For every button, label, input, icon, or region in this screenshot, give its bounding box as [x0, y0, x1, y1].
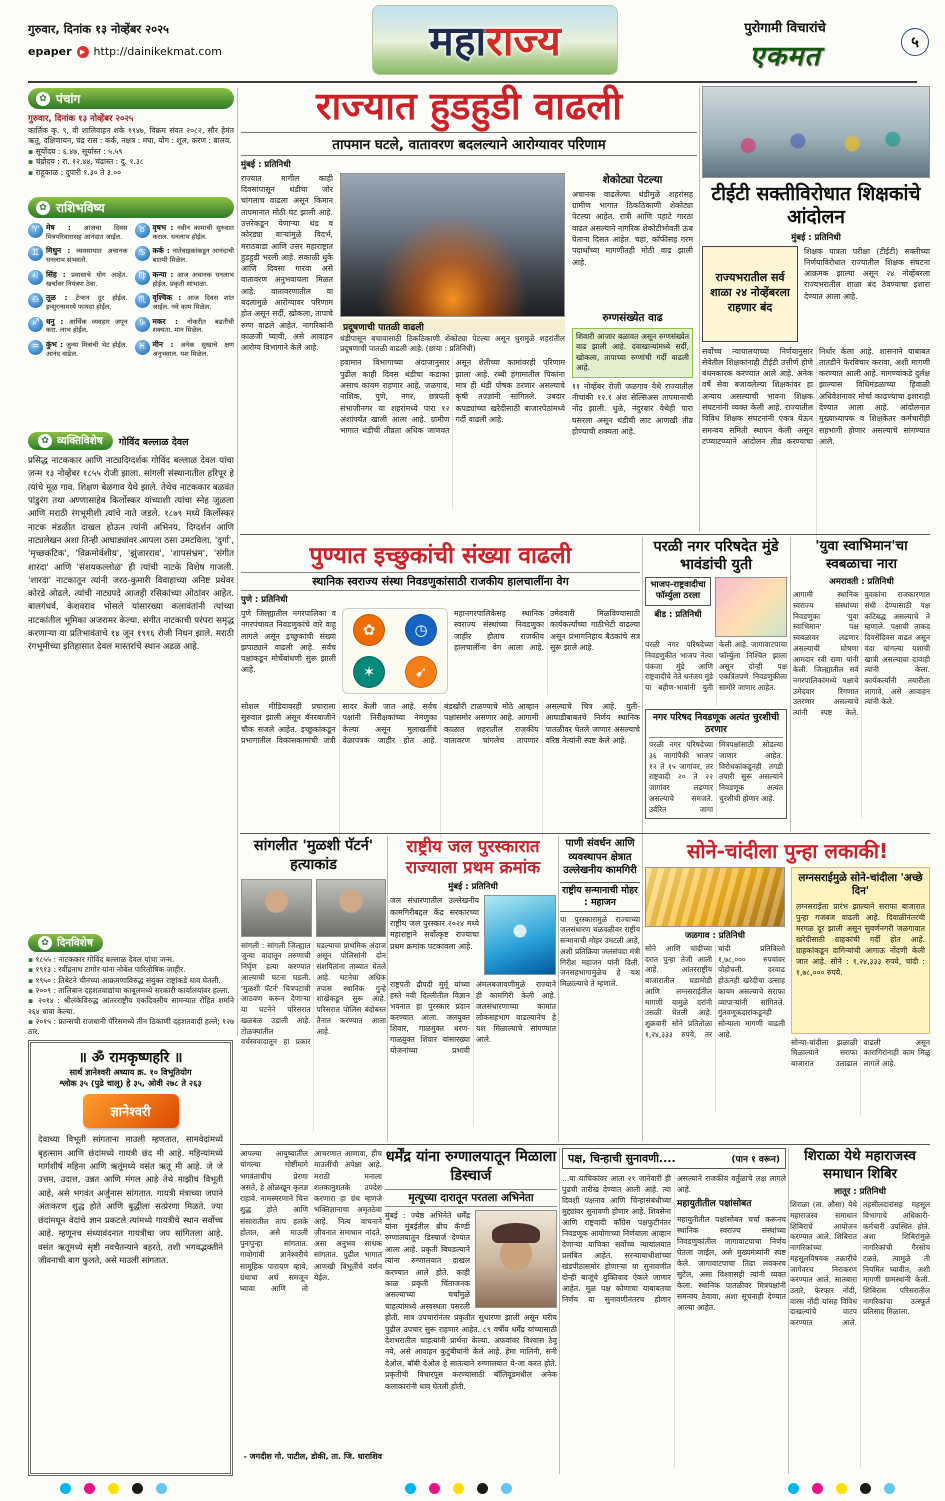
tagline: पुरोगामी विचारांचे — [744, 21, 826, 36]
gold-byline: जळगाव : प्रतिनिधी — [684, 931, 746, 941]
horoscope-item — [28, 317, 128, 335]
suspect-photo-2 — [316, 879, 387, 937]
zodiac-name: मेष : — [46, 223, 71, 232]
cold-subarticle2-body: ११ नोव्हेंबर रोजी जळगाव येथे राज्यातील नीचांकी १२.१ अंश सेल्सिअस तापमानाची नोंद झाली. धुळे, नंदुरबार येथेही पारा घसरला असून थंडीची लाट आणखी तीव्र होण्याची शक्यता आहे. — [572, 381, 693, 436]
masthead-part1: महा — [429, 17, 487, 65]
continuation-body-wrap — [562, 1173, 786, 1468]
zodiac-name: वृश्चिक : — [152, 293, 182, 303]
horoscope-item — [135, 270, 235, 288]
page-number: ५ — [901, 28, 929, 56]
water-headline: राष्ट्रीय जल पुरस्कारात राज्याला प्रथम क्रमांक — [405, 837, 541, 878]
black-dot-icon — [132, 1483, 143, 1494]
horoscope-item — [135, 340, 235, 358]
horoscope-item — [28, 270, 128, 288]
cold-subarticle1-title: शेकोट्या पेटल्या — [602, 173, 663, 186]
cyan-dot-icon — [60, 1483, 71, 1494]
tet-headline: टीईटी सक्तीविरोधात शिक्षकांचे आंदोलन — [711, 183, 921, 228]
article-shirala-camp — [790, 1148, 930, 1475]
gold-body2: सोन्या-चांदीला झळाळी मिळाल्याने सराफा बाजारात उलाढाल वाढली असून कारागिरांनाही काम मिळू लागले आहे. — [791, 1037, 930, 1069]
gold-highlight-body: लग्नसराईला प्रारंभ झाल्याने सराफा बाजारात पुन्हा गजबज वाढली आहे. दिवाळीनंतरची मरगळ दूर झाली असून सुवर्णनगरी जळगावात खरेदीसाठी ग्राहकांची गर्दी होत आहे. ग्राहकांकडून दागिन्यांची आगाऊ नोंदणी केली जात आहे. सोने : १,२४,३३३ रुपये, चांदी : १,७८,००० रुपये. — [796, 901, 925, 977]
gold-body: सोने आणि चांदीच्या दरात पुन्हा तेजी आली आहे. आंतरराष्ट्रीय बाजारातील घडामोडी आणि लग्नसराईतील मागणी यामुळे दरांनी उसळी घेतली आहे. शुक्रवारी सोने प्रतितोळा १,२४,३३३ रुपये, तर चांदी प्रतिकिलो १,७८,००० रुपयांवर पोहोचली. दरवाढ होऊनही खरेदीचा उत्साह कायम असल्याचे सराफा व्यापाऱ्यांनी सांगितले. गुंतवणूकदारांकडूनही सोन्याला मागणी वाढली आहे. — [645, 944, 785, 1039]
water-tap-photo — [484, 895, 556, 975]
magenta-dot-icon — [812, 1483, 823, 1494]
zodiac-icon: ♑ — [135, 317, 150, 332]
article-dharmendra — [385, 1148, 557, 1475]
spiritual-continuation — [240, 1148, 382, 1475]
zodiac-name: वृषभ : — [152, 223, 174, 232]
masthead — [372, 5, 618, 75]
column-rule — [387, 836, 388, 1142]
parli-headline: परळी नगर परिषदेत मुंडे भावंडांची युती — [653, 539, 779, 574]
person-name: गोविंद बल्लाळ देवल — [118, 436, 189, 448]
pune-body-col1: पुणे जिल्ह्यातील नगरपालिका व नगरपंचायत निवडणुकांचे वारे वाहू लागले असून इच्छुकांची संख्या झपाट्याने वाढली आहे. सर्वच पक्षांकडून मोर्चेबांधणी सुरू झाली आहे. — [241, 609, 336, 675]
zodiac-icon: ♉ — [135, 223, 150, 238]
day-special-section — [28, 934, 235, 1037]
parli-subbox-body: परळी नगर परिषदेच्या ३६ जागांपैकी भाजप १२ ते १५ जागांवर, तर राष्ट्रवादी २० ते २२ जागांवर लढणार असल्याचे समजते. उर्वरित जागा मित्रपक्षांसाठी सोडल्या जाणार आहेत. विरोधकांकडूनही तगडी तयारी सुरू असल्याने निवडणूक अत्यंत चुरशीची होणार आहे. — [649, 740, 783, 814]
column-rule — [237, 88, 238, 1036]
cyan-light-dot-icon — [884, 1483, 895, 1494]
zodiac-icon: ♐ — [28, 317, 43, 332]
parli-body: परळी नगर परिषदेच्या निवडणुकीत भाजप नेत्या पंकजा मुंडे आणि राष्ट्रवादीचे नेते धनंजय मुंडे या बहीण-भावांनी युती केली आहे. जागावाटपाचा फॉर्म्युला निश्चित झाला असून दोन्ही पक्ष एकत्रितपणे निवडणुकीला सामोरे जाणार आहेत. — [645, 640, 787, 693]
column-rule — [642, 537, 643, 1141]
edition-date: गुरुवार, दिनांक १३ नोव्हेंबर २०२५ — [28, 22, 170, 36]
zodiac-text: प्रवासाचे योग आहेत. खर्चावर नियंत्रण ठेवा. — [46, 270, 128, 288]
continuation-title: पक्ष, चिन्हाची सुनावणी.... — [568, 1152, 676, 1165]
horoscope-item — [28, 340, 128, 358]
person-bio: प्रसिद्ध नाटककार आणि नाट्यदिग्दर्शक गोविंद बल्लाळ देवल यांचा जन्म १३ नोव्हेंबर १८५५ रोजी झाला. सांगली संस्थानातील हरिपूर हे त्यांचे मूळ गाव. शिक्षण बेळगाव येथे झाले. तेथेच नाटककार बळवंत पांडुरंग तथा अण्णासाहेब किर्लोस्कर यांच्याशी त्यांचा स्नेह जुळला आणि मराठी रंगभूमीशी त्यांचे नाते जडले. १८७९ मध्ये किर्लोस्कर नाटक मंडळीत दाखल होऊन त्यांनी अभिनय, दिग्दर्शन आणि नाट्यलेखन अशा तिन्ही आघाड्यांवर आपला ठसा उमटविला. 'दुर्गा', 'मृच्छकटिक', 'विक्रमोर्वशीय', 'झुंजारराव', 'शापसंभ्रम', 'संगीत शारदा' आणि 'संशयकल्लोळ' ही त्यांची नाटके विशेष गाजली. 'शारदा' नाटकातून त्यांनी जरठ-कुमारी विवाहाच्या अनिष्ट प्रथेवर कोरडे ओढले. त्यांची नाट्यपदे आजही रसिकांच्या ओठांवर आहेत. बालगंधर्व, केशवराव भोसले यांसारख्या कलावंतांनी त्यांच्या नाटकांतील भूमिका अजरामर केल्या. संगीत नाटकाची परंपरा समृद्ध करणाऱ्या या प्रतिभावंताचे १४ जून १९१६ रोजी निधन झाले. मराठी रंगभूमीच्या इतिहासात देवल मास्तरांचे स्थान अढळ आहे. — [28, 456, 234, 653]
shirala-byline: लातूर : प्रतिनिधी — [834, 1187, 886, 1198]
panchang-detail: कार्तिक कृ. ९, वी शालिवाहन शके १९४७, विक्रम संवत २०८२, सौर हेमंत ऋतू, दक्षिणायन, चंद्र रास : कर्क, नक्षत्र : मघा, योग : शूल, करण : बालव. — [28, 126, 234, 146]
pune-headline: पुण्यात इच्छुकांची संख्या वाढली — [309, 543, 572, 569]
panchang-item: ▪ राहूकाळ : दुपारी १.३० ते ३.०० — [28, 168, 234, 179]
water-side-box-body: या पुरस्कारामुळे राज्याच्या जलसंधारण चळवळीवर राष्ट्रीय सन्मानाची मोहर उमटली आहे, अशी प्रतिक्रिया जलसंपदा मंत्री गिरीश महाजन यांनी दिली. जनसहभागामुळेच हे यश मिळाल्याचे ते म्हणाले. — [560, 914, 640, 989]
cold-subarticle1-body: अचानक वाढलेल्या थंडीमुळे शहरांसह ग्रामीण भागात ठिकठिकाणी शेकोट्या पेटल्या आहेत. रात्री आणि पहाटे गारठा वाढत असल्याने नागरिक शेकोटीभोवती ऊब घेताना दिसत आहेत. चहा, कॉफीसह गरम पदार्थांच्या मागणीतही मोठी वाढ झाली आहे. — [572, 189, 693, 267]
article-continuation — [562, 1148, 786, 1475]
day-special-header — [28, 934, 103, 952]
cold-subarticle2-title: रुग्णसंख्येत वाढ — [602, 311, 663, 324]
cold-body-col1: राज्यात मागील काही दिवसांपासून थंडीचा जोर चांगलाच वाढला असून किमान तापमानात मोठी घट झाली आहे. उत्तरेकडून येणाऱ्या थंड व कोरड्या वाऱ्यांमुळे विदर्भ, मराठवाडा आणि उत्तर महाराष्ट्रात हुडहुडी भरली आहे. सकाळी धुके आणि दिवसा गारवा असे वातावरण अनुभवायला मिळत आहे. वातावरणातील या बदलामुळे आरोग्यावर परिणाम होत असून सर्दी, खोकला, तापाचे रुग्ण वाढले आहेत. नागरिकांनी काळजी घ्यावी, असे आवाहन आरोग्य विभागाने केले आहे. — [241, 173, 333, 353]
panchang-date: गुरुवार, दिनांक १३ नोव्हेंबर २०२५ — [28, 114, 134, 124]
dharmendra-photo — [475, 1210, 557, 1308]
photo-caption-title: प्रदूषणाची पातळी वाढली — [340, 319, 565, 334]
yuva-body: आगामी स्थानिक स्वराज्य संस्थांच्या निवडणुका 'युवा स्वाभिमान' पक्ष स्वबळावर लढणार असल्याची घोषणा आमदार रवी राणा यांनी केली. जिल्ह्यातील सर्व नगरपालिकांमध्ये पक्षाचे उमेदवार रिंगणात उतरणार असल्याचे त्यांनी स्पष्ट केले. युवकांना राजकारणात संधी देण्यासाठी पक्ष कटिबद्ध असल्याचे ते म्हणाले. पक्षाची ताकद दिवसेंदिवस वाढत असून यंदा चांगल्या यशाची खात्री असल्याचा दावाही त्यांनी केला. कार्यकर्त्यांनी तयारीला लागावे, असे आवाहन त्यांनी केले. — [793, 590, 930, 718]
dnyaneshwari-logo: ज्ञानेश्वरी — [83, 1094, 179, 1128]
panchang-list — [28, 147, 234, 179]
gold-highlight-title: लग्नसराईमुळे सोने-चांदीला 'अच्छे दिन' — [798, 872, 923, 898]
column-rule — [790, 537, 791, 832]
dharmendra-subhead: मृत्यूच्या दारातून परतला अभिनेता — [385, 1189, 557, 1207]
zodiac-icon: ♊ — [28, 246, 43, 261]
zodiac-name: कर्क : — [152, 246, 170, 256]
day-special-item: ▪ १९१३ : रवींद्रनाथ टागोर यांना नोबेल पारितोषिक जाहीर. — [28, 965, 234, 975]
suspect-photo-1 — [241, 879, 312, 937]
parli-subbox — [645, 709, 787, 819]
zodiac-name: कुंभ : — [46, 340, 64, 350]
tet-body: सर्वोच्च न्यायालयाच्या निर्णयानुसार सेवेतील शिक्षकांनाही टीईटी उत्तीर्ण होणे बंधनकारक करण्यात आले आहे. अनेक वर्षे सेवा बजावलेल्या शिक्षकांवर हा अन्याय असल्याची भावना शिक्षक संघटनांनी व्यक्त केली आहे. राज्यातील विविध शिक्षक संघटनांनी एकत्र येऊन समन्वय समिती स्थापन केली असून टप्प्याटप्प्याने आंदोलन तीव्र करण्याचा निर्धार केला आहे. शासनाने याबाबत तातडीने फेरविचार करावा, अशी मागणी करण्यात आली आहे. मागण्यांकडे दुर्लक्ष झाल्यास विधिमंडळाच्या हिवाळी अधिवेशनावर मोर्चा काढण्याचा इशाराही देण्यात आला आहे. आंदोलनात मुख्याध्यापक व शिक्षकेतर कर्मचारीही सहभागी होणार असल्याचे सांगण्यात आले. — [702, 346, 930, 446]
panchang-header — [28, 88, 234, 109]
zodiac-text: नोकरीत बढतीची शक्यता. मान मिळेल. — [152, 317, 234, 335]
article-tet-protest — [702, 86, 930, 532]
masthead-part2: राज्य — [486, 17, 561, 65]
section-rule — [240, 1144, 930, 1145]
gold-headline: सोने-चांदीला पुन्हा लकाकी! — [686, 839, 889, 863]
spiritual-title: ॥ ॐ रामकृष्णहरि ॥ — [78, 1050, 183, 1066]
print-registration-marks — [60, 1483, 167, 1494]
horoscope-item — [135, 246, 235, 264]
munde-siblings-photo — [715, 577, 787, 637]
column-rule — [559, 1148, 560, 1474]
sangli-body: सांगली : सांगली जिल्ह्यात जुन्या वादातून तरुणाची निर्घृण हत्या करण्यात आल्याची घटना घडली. 'मुळशी पॅटर्न' चित्रपटाची आठवण करून देणाऱ्या या घटनेने परिसरात खळबळ उडाली आहे. टोळक्यांतील वर्चस्ववादातून हा प्रकार घडल्याचा प्राथमिक अंदाज असून पोलिसांनी दोन संशयितांना ताब्यात घेतले आहे. घटनेचा अधिक तपास स्थानिक गुन्हे शाखेकडून सुरू आहे. परिसरात पोलिस बंदोबस्त तैनात करण्यात आला आहे. — [241, 940, 386, 1047]
tet-byline: मुंबई : प्रतिनिधी — [791, 232, 841, 243]
zodiac-icon: ♍ — [135, 270, 150, 285]
shivsena-bow-icon: ➹ — [405, 656, 437, 688]
tet-highlight-box: राज्यभरातील सर्व शाळा २४ नोव्हेंबरला राहणार बंद — [702, 246, 798, 342]
cyan-light-dot-icon — [501, 1483, 512, 1494]
zodiac-text: व्यवसायात अचानक धनलाभ संभवतो. — [46, 247, 128, 265]
zodiac-name: मीन : — [152, 340, 174, 350]
flower-icon — [38, 936, 52, 950]
bjp-lotus-icon: ✿ — [353, 614, 385, 646]
day-special-item: ▪ १८५५ : नाटककार गोविंद बल्लाळ देवल यांचा जन्म. — [28, 955, 234, 965]
water-side-title: पाणी संवर्धन आणि व्यवस्थापन क्षेत्रात उल्लेखनीय कामगिरी — [563, 838, 637, 876]
black-dot-icon — [860, 1483, 871, 1494]
zodiac-text: आर्थिक व्यवहार जपून करा. लाभ होईल. — [46, 317, 128, 335]
water-byline: मुंबई : प्रतिनिधी — [448, 882, 498, 893]
spiritual-box — [28, 1040, 233, 1476]
column-rule — [558, 836, 559, 1142]
yellow-dot-icon — [453, 1483, 464, 1494]
epaper-url[interactable]: http://dainikekmat.com — [93, 45, 222, 58]
horoscope-item — [28, 246, 128, 264]
header-rule — [28, 81, 917, 83]
article-yuva-swabhiman — [793, 538, 930, 831]
panchang-item: ▪ सूर्योदय : ६.४७, सूर्यास्त : ५.५९ — [28, 147, 234, 158]
section-rule — [240, 534, 930, 535]
panchang-title: पंचांग — [56, 92, 81, 106]
gold-bars-photo — [645, 867, 785, 927]
horoscope-header — [28, 197, 234, 218]
person-special-header — [28, 432, 113, 450]
cold-subhead: तापमान घटले, वातावरण बदलल्याने आरोग्यावर परिणाम — [241, 132, 697, 156]
zodiac-icon: ♌ — [28, 270, 43, 285]
spiritual-body: देवाच्या विभूती सांगताना माउली म्हणतात, सामवेदांमध्ये बृहत्साम आणि छंदांमध्ये गायत्री छंद मी आहे. महिन्यांमध्ये मार्गशीर्ष महिना आणि ऋतूंमध्ये वसंत ऋतू मी आहे. जे जे उत्तम, उदात्त, उन्नत आणि मंगल आहे तेथे माझीच विभूती आहे, असे भगवंत अर्जुनास सांगतात. गायत्री मंत्राच्या जपाने अंतःकरण शुद्ध होते आणि बुद्धीला सत्प्रेरणा मिळते. ज्या छंदांमधून वेदांचे ज्ञान प्रकटले त्यांमध्ये गायत्रीचे स्थान सर्वोच्च आहे. म्हणूनच संध्यावंदनात गायत्रीचा जप सांगितला आहे. वसंत ऋतूमध्ये सृष्टी नवचैतन्याने बहरते, तशी भगवद्भक्तीने जीवनाची बाग फुलते, असे माउली सांगतात. — [38, 1134, 223, 1266]
zodiac-text: जुन्या मित्रांची भेट होईल. आनंद वाढेल. — [46, 341, 128, 358]
zodiac-text: आज अचानक धनलाभ होईल. प्रकृती सांभाळा. — [152, 270, 234, 288]
zodiac-name: मकर : — [152, 316, 179, 326]
continuation-header — [562, 1148, 786, 1169]
zodiac-icon: ♓ — [135, 340, 150, 355]
protest-march-photo — [702, 86, 930, 178]
zodiac-icon: ♎ — [28, 293, 43, 308]
horoscope-title: राशिभविष्य — [56, 201, 105, 215]
column-rule — [699, 88, 700, 532]
bonfire-photo — [340, 173, 565, 317]
flower-icon — [38, 434, 52, 448]
cyan-dot-icon — [405, 1483, 416, 1494]
horoscope-item — [135, 223, 235, 241]
cyan-light-dot-icon — [156, 1483, 167, 1494]
day-special-item: ▪ २०१४ : श्रीलंकेविरुद्ध आंतरराष्ट्रीय एकदिवसीय सामन्यात रोहित शर्माने २६४ धावा केल्या. — [28, 996, 234, 1017]
gold-highlight-box — [791, 867, 930, 1034]
zodiac-text: नवीन कामाची सुरुवात कराल. धनलाभ होईल. — [152, 224, 234, 241]
day-special-list — [28, 955, 234, 1038]
parli-kicker-box: भाजप-राष्ट्रवादीचा फॉर्म्युला ठरला — [645, 577, 711, 605]
epaper-arrow-icon — [77, 46, 89, 58]
zodiac-name: मिथुन : — [46, 246, 71, 256]
brand-logo: एकमत — [749, 41, 821, 72]
spiritual-signature: - जगदीश गो. पाटील, डोकी, ता. जि. धाराशिव — [243, 1452, 382, 1461]
cold-headline: राज्यात हुडहुडी वाढली — [316, 84, 622, 128]
magenta-dot-icon — [84, 1483, 95, 1494]
zodiac-name: कन्या : — [152, 269, 174, 279]
zodiac-name: तूळ : — [46, 293, 68, 303]
person-special-title: व्यक्तिविशेष — [57, 435, 103, 447]
flower-icon — [36, 92, 50, 106]
parli-subbox-title: नगर परिषद निवडणूक अत्यंत चुरशीची ठरणार — [649, 712, 783, 738]
article-gold-prices — [645, 837, 930, 1140]
zodiac-text: आज दिवस शांत जाईल. नवे काम मिळेल. — [152, 294, 234, 311]
zodiac-icon: ♈ — [28, 223, 43, 238]
yellow-dot-icon — [836, 1483, 847, 1494]
dharmendra-body-wrap — [385, 1210, 557, 1468]
spiritual-body2: आपल्या आयुष्यातील चांगल्या गोष्टींमागे भगवंताचीच प्रेरणा असते, हे ओळखून कृतज्ञ राहावे. नामस्मरणाने चित्त शुद्ध होते आणि संसारातील ताप हलके होतात, असे माउली पुनःपुन्हा सांगतात. गावोगावी ज्ञानेश्वरीचे सामूहिक पारायण व्हावे, ग्रंथाचा अर्थ समजून घ्यावा आणि तो आचरणात आणावा, हीच माउलींची अपेक्षा आहे. मराठी मनाला शतकानुशतके उपदेश करणारा हा ग्रंथ म्हणजे भक्तिज्ञानाचा अमृतठेवा आहे. नित्य वाचनाने जीवनात समाधान नांदते, असा अनुभव साधक सांगतात. पुढील भागात आणखी विभूतींचे वर्णन येईल. — [240, 1149, 382, 1293]
zodiac-text: आजचा दिवस मित्रपरिवारासह आनंदात जाईल. — [46, 224, 128, 241]
zodiac-text: टेन्शन दूर होईल. इन्शुरन्समध्ये फायदा होईल. — [46, 294, 128, 311]
zodiac-name: सिंह : — [46, 269, 66, 279]
shirala-body: शिराळा (ता. औसा) येथे महाराजस्व समाधान शिबिराचे आयोजन करण्यात आले. शिबिरात नागरिकांच्या महसूलविषयक तक्रारींचे जागेवरच निराकरण करण्यात आले. सातबारा उतारे, फेरफार नोंदी, वारस नोंदी यांसह विविध दाखल्यांचे वाटप करण्यात आले. तहसीलदारांसह महसूल विभागाचे अधिकारी-कर्मचारी उपस्थित होते. अशा शिबिरांमुळे नागरिकांची गैरसोय टळते, त्यामुळे ती नियमित घ्यावीत, अशी मागणी ग्रामस्थांनी केली. शिबिरास परिसरातील नागरिकांचा उत्स्फूर्त प्रतिसाद मिळाला. — [790, 1200, 930, 1328]
spiritual-line2: श्लोक ३५ (पुढे चालू) हे ३५, ओवी २७८ ते २६३ — [59, 1078, 202, 1089]
article-water-award — [390, 837, 556, 1140]
cold-highlight-box: शिवारी आजार बळावत असून रुग्णसंख्येत वाढ झाली आहे. दवाखान्यांमध्ये सर्दी, खोकला, तापाच्या रुग्णांची गर्दी वाढली आहे. — [572, 328, 693, 378]
dharmendra-headline: धर्मेंद्र यांना रुग्णालयातून मिळाला डिस्चार्ज — [385, 1149, 557, 1184]
horoscope-grid — [28, 223, 234, 358]
day-special-item: ▪ २०१५ : फ्रान्सची राजधानी पॅरिसमध्ये तीन ठिकाणी दहशतवादी हल्ले; १२७ ठार. — [28, 1017, 234, 1038]
person-special-section — [28, 432, 234, 930]
day-special-item: ▪ १९५० : तिबेटने चीनच्या आक्रमणाविरुद्ध संयुक्त राष्ट्रांकडे धाव घेतली. — [28, 976, 234, 986]
zodiac-text: अनेक सुखाचे क्षण अनुभवाल. यश मिळेल. — [152, 341, 234, 358]
photo-caption-text: थंडीपासून बचावासाठी ठिकठिकाणी शेकोट्या पेटल्या असून धुरामुळे शहरांतील प्रदूषणाची पातळी वाढली आहे. (छाया : प्रतिनिधी) — [340, 333, 565, 354]
zodiac-icon: ♒ — [28, 340, 43, 355]
parli-byline: बीड : प्रतिनिधी — [654, 609, 702, 620]
cold-body-col2: हवामान विभागाच्या अंदाजानुसार पुढील काही दिवस थंडीचा कडाका असाच कायम राहणार आहे. जळगाव, नाशिक, पुणे, नगर, छत्रपती संभाजीनगर या शहरांमध्ये पारा १२ अंशांपर्यंत खाली आला आहे. ग्रामीण भागात थंडीची तीव्रता अधिक जाणवत असून शेतीच्या कामांवरही परिणाम झाला आहे. रब्बी हंगामातील पिकांना मात्र ही थंडी पोषक ठरणार असल्याचे कृषी तज्ज्ञांनी सांगितले. उबदार कपड्यांच्या खरेदीसाठी बाजारपेठांमध्ये गर्दी वाढली आहे. — [340, 358, 565, 436]
sangli-headline: सांगलीत 'मुळशी पॅटर्न' हत्याकांड — [253, 838, 374, 873]
section-rule — [240, 833, 930, 834]
article-sangli-murder — [241, 837, 386, 1140]
article-cold-wave — [241, 86, 697, 532]
horoscope-item — [28, 223, 128, 241]
congress-hand-icon: ✶ — [353, 656, 385, 688]
shirala-headline: शिराळा येथे महाराजस्व समाधान शिबिर — [804, 1148, 916, 1182]
yuva-byline: अमरावती : प्रतिनिधी — [829, 577, 894, 588]
pune-body-col2: महानगरपालिकेसह स्थानिक स्वराज्य संस्थांच्या निवडणुका जाहीर होताच राजकीय हालचालींना वेग आला आहे. उमेदवारी मिळविण्यासाठी कार्यकर्त्यांच्या गाठीभेटी वाढल्या असून प्रभागनिहाय बैठकांचे सत्र सुरू झाले आहे. — [454, 609, 640, 652]
yellow-dot-icon — [108, 1483, 119, 1494]
ncp-clock-icon: ◷ — [405, 614, 437, 646]
epaper-line — [28, 45, 222, 58]
cyan-dot-icon — [788, 1483, 799, 1494]
column-rule — [788, 1148, 789, 1474]
pune-body-col3: सोशल मीडियावरही प्रचाराला सुरुवात झाली असून बॅनरबाजीने चौक सजले आहेत. इच्छुकांकडून प्रभागातील विकासकामांची जंत्री सादर केली जात आहे. सर्वच पक्षांनी निरीक्षकांच्या नेमणुका केल्या असून मुलाखतींचे वेळापत्रक जाहीर होत आहे. बंडखोरी टाळण्याचे मोठे आव्हान पक्षांसमोर असणार आहे. आगामी काळात शहरातील राजकीय वातावरण चांगलेच तापणार असल्याचे चित्र आहे. युती-आघाडीबाबतचे निर्णय स्थानिक पातळीवर घेतले जाणार असल्याचे वरिष्ठ नेत्यांनी स्पष्ट केले आहे. — [241, 702, 640, 745]
continuation-body2: महायुतीतील पक्षांसोबत चर्चा करूनच स्थानिक स्वराज्य संस्थांच्या निवडणुकांतील जागावाटपाचा निर्णय घेतला जाईल, असे मुख्यमंत्र्यांनी स्पष्ट केले. जागावाटपाचा तिढा लवकरच सुटेल, असा विश्वासही त्यांनी व्यक्त केला. स्थानिक पातळीवर मित्रपक्षांनी समन्वय ठेवावा, अशा सूचनाही देण्यात आल्या आहेत. — [677, 1215, 786, 1313]
continuation-from-tag: (पान १ वरून) — [731, 1155, 780, 1165]
horoscope-item — [135, 317, 235, 335]
water-side-box-title: राष्ट्रीय सन्मानाची मोहर : महाजन — [560, 882, 640, 912]
print-registration-marks — [405, 1483, 512, 1494]
yuva-headline: 'युवा स्वाभिमान'चा स्वबळाचा नारा — [815, 538, 908, 572]
panchang-section — [28, 88, 234, 192]
water-body-col1: जल संधारणातील उल्लेखनीय कामगिरीबद्दल केंद्र सरकारच्या राष्ट्रीय जल पुरस्कार २०२४ मध्ये महाराष्ट्राने सर्वोत्कृष्ट राज्याचा प्रथम क्रमांक पटकावला आहे. — [390, 896, 479, 951]
flower-icon — [36, 201, 50, 215]
zodiac-name: धनु : — [46, 316, 64, 326]
pune-subhead: स्थानिक स्वराज्य संस्था निवडणुकांसाठी राजकीय हालचालींना वेग — [241, 572, 640, 591]
continuation-body1: ...या याचिकांवर आता २१ जानेवारी ही पुढची तारीख देण्यात आली आहे. त्या दिवशी पक्षनाव आणि चिन्हासंबंधीच्या मुद्द्यांवर सुनावणी होणार आहे. शिवसेना आणि राष्ट्रवादी काँग्रेस पक्षफुटीनंतर निवडणूक आयोगाच्या निर्णयाला आव्हान देणाऱ्या याचिका सर्वोच्च न्यायालयात प्रलंबित आहेत. सरन्यायाधीशांच्या खंडपीठासमोर होणाऱ्या या सुनावणीत दोन्ही बाजूंचे युक्तिवाद ऐकले जाणार आहेत. मूळ पक्ष कोणाचा याबाबतचा निर्णय या सुनावणीनंतरच होणार असल्याने राजकीय वर्तुळाचे लक्ष लागले आहे. — [562, 1174, 786, 1304]
zodiac-icon: ♏ — [135, 293, 150, 308]
horoscope-section — [28, 197, 234, 427]
magenta-dot-icon — [429, 1483, 440, 1494]
article-parli-alliance — [645, 538, 787, 831]
article-pune-elections — [241, 538, 640, 831]
day-special-title: दिनविशेष — [57, 937, 93, 949]
zodiac-icon: ♋ — [135, 246, 150, 261]
dharmendra-body: मुंबई : ज्येष्ठ अभिनेते धर्मेंद्र यांना मुंबईतील ब्रीच कॅण्डी रुग्णालयातून डिस्चार्ज देण्यात आला आहे. प्रकृती बिघडल्याने त्यांना रुग्णालयात दाखल करण्यात आले होते. काही काळ प्रकृती चिंताजनक असल्याच्या चर्चांमुळे चाहत्यांमध्ये अस्वस्थता पसरली होती. मात्र उपचारांनंतर प्रकृतीत सुधारणा झाली असून घरीच पुढील उपचार सुरू राहणार आहेत. ८९ वर्षीय धर्मेंद्र यांच्यासाठी देशभरातील चाहत्यांनी प्रार्थना केल्या. अफवांवर विश्वास ठेवू नये, असे आवाहन कुटुंबीयांनी केले आहे. हेमा मालिनी, सनी देओल, बॉबी देओल हे सातत्याने रुग्णालयात ये-जा करत होते. प्रकृतीची विचारपूस करण्यासाठी बॉलिवूडमधील अनेक कलाकारांनी धाव घेतली होती. — [385, 1210, 557, 1391]
print-registration-marks — [788, 1483, 895, 1494]
panchang-item: ▪ चंद्रोदय : रा. १२.४४, चंद्रास्त : दु. १.३८ — [28, 157, 234, 168]
spiritual-line1: सार्थ ज्ञानेश्वरी अध्याय क्र. १० विभूतियोग — [69, 1067, 192, 1077]
pune-byline: पुणे : प्रतिनिधी — [241, 595, 288, 605]
cold-byline: मुंबई : प्रतिनिधी — [241, 159, 291, 170]
water-body-col2: राष्ट्रपती द्रौपदी मुर्मू यांच्या हस्ते नवी दिल्लीतील विज्ञान भवनात हा पुरस्कार प्रदान करण्यात आला. जलयुक्त शिवार, गाळमुक्त धरण-गाळयुक्त शिवार यांसारख्या योजनांच्या प्रभावी अंमलबजावणीमुळे राज्याने ही कामगिरी केली आहे. जलसंधारणाच्या कामांत लोकसहभाग वाढल्यानेच हे यश मिळाल्याचे सांगण्यात आले. — [390, 980, 556, 1056]
tet-lead: शिक्षक पात्रता परीक्षा (टीईटी) सक्तीच्या निर्णयाविरोधात राज्यातील शिक्षक संघटना आक्रमक झाल्या असून २४ नोव्हेंबरला राज्यभरातील शाळा बंद ठेवण्याचा इशारा देण्यात आला आहे. — [804, 246, 930, 301]
party-symbols-graphic — [342, 608, 448, 694]
continuation-subhead: महायुतीतील पक्षांसोबत — [677, 1199, 752, 1209]
black-dot-icon — [477, 1483, 488, 1494]
zodiac-text: नातेवाइकांकडून आनंदाची बातमी मिळेल. — [152, 247, 234, 265]
water-side-column — [560, 837, 640, 1140]
horoscope-item — [28, 293, 128, 311]
epaper-label: epaper — [28, 45, 72, 58]
horoscope-item — [135, 293, 235, 311]
day-special-item: ▪ २००९ : तालिबान दहशतवाद्यांचा काबूलमध्ये सरकारी कार्यालयांवर हल्ला. — [28, 986, 234, 996]
